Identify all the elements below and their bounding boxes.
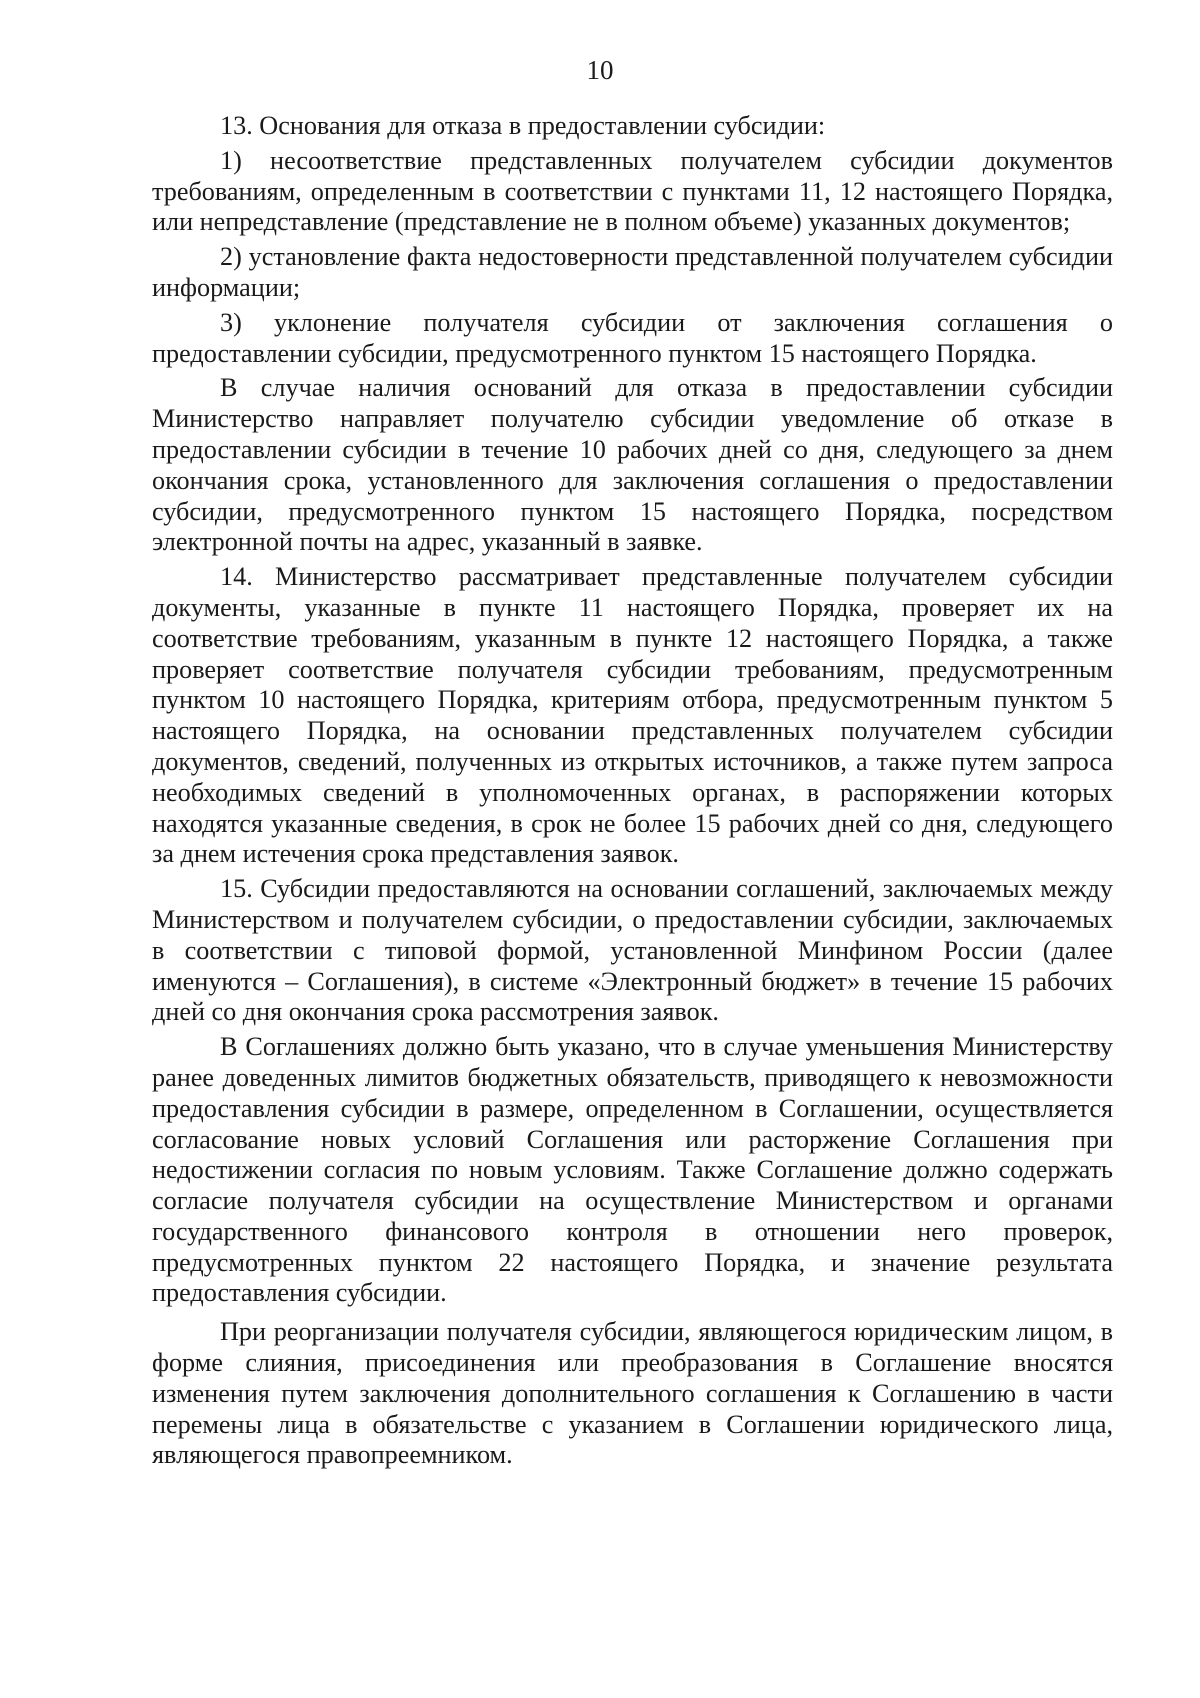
page-number: 10: [586, 55, 614, 85]
paragraph-15-reorganization: При реорганизации получателя субсидии, являющегося юридическим лицом, в форме слияния, присоединения или преобразования в Соглашение вносятся изменения путем заключения дополнительного соглашения к Соглашению в части перемены лица в обязательстве с указанием в Соглашении юридического лица, являющегося правопреемником.: [152, 1317, 1113, 1470]
paragraph-15-agreement-terms: В Соглашениях должно быть указано, что в случае уменьшения Министерству ранее доведенных лимитов бюджетных обязательств, приводящего к невозможности предоставления субсидии в размере, определенном в Соглашении, осуществляется согласование новых условий Соглашения или расторжение Соглашения при недостижении согласия по новым условиям. Также Соглашение должно содержать согласие получателя субсидии на осуществление Министерством и органами государственного финансового контроля в отношении него проверок, предусмотренных пунктом 22 настоящего Порядка, и значение результата предоставления субсидии.: [152, 1032, 1113, 1308]
paragraph-13-item-3: 3) уклонение получателя субсидии от заключения соглашения о предоставлении субсидии, предусмотренного пунктом 15 настоящего Порядка.: [152, 307, 1113, 368]
paragraph-13-item-1: 1) несоответствие представленных получателем субсидии документов требованиям, определенным в соответствии с пунктами 11, 12 настоящего Порядка, или непредставление (представление не в полном объеме) указанных документов;: [152, 145, 1113, 237]
paragraph-13-refusal-notice: В случае наличия оснований для отказа в предоставлении субсидии Министерство направляет получателю субсидии уведомление об отказе в предоставлении субсидии в течение 10 рабочих дней со дня, следующего за днем окончания срока, установленного для заключения соглашения о предоставлении субсидии, предусмотренного пунктом 15 настоящего Порядка, посредством электронной почты на адрес, указанный в заявке.: [152, 373, 1113, 557]
document-body: [152, 111, 1113, 1471]
paragraph-13-heading: 13. Основания для отказа в предоставлении субсидии:: [220, 111, 826, 140]
paragraph-14: 14. Министерство рассматривает представленные получателем субсидии документы, указанные в пункте 11 настоящего Порядка, проверяет их на соответствие требованиям, указанным в пункте 12 настоящего Порядка, а также проверяет соответствие получателя субсидии требованиям, предусмотренным пунктом 10 настоящего Порядка, критериям отбора, предусмотренным пунктом 5 настоящего Порядка, на основании представленных получателем субсидии документов, сведений, полученных из открытых источников, а также путем запроса необходимых сведений в уполномоченных органах, в распоряжении которых находятся указанные сведения, в срок не более 15 рабочих дней со дня, следующего за днем истечения срока представления заявок.: [152, 562, 1113, 869]
paragraph-13-item-2: 2) установление факта недостоверности представленной получателем субсидии информации;: [152, 242, 1113, 302]
paragraph-15: 15. Субсидии предоставляются на основании соглашений, заключаемых между Министерством и получателем субсидии, о предоставлении субсидии, заключаемых в соответствии с типовой формой, установленной Минфином России (далее именуются – Соглашения), в системе «Электронный бюджет» в течение 15 рабочих дней со дня окончания срока рассмотрения заявок.: [152, 874, 1113, 1027]
